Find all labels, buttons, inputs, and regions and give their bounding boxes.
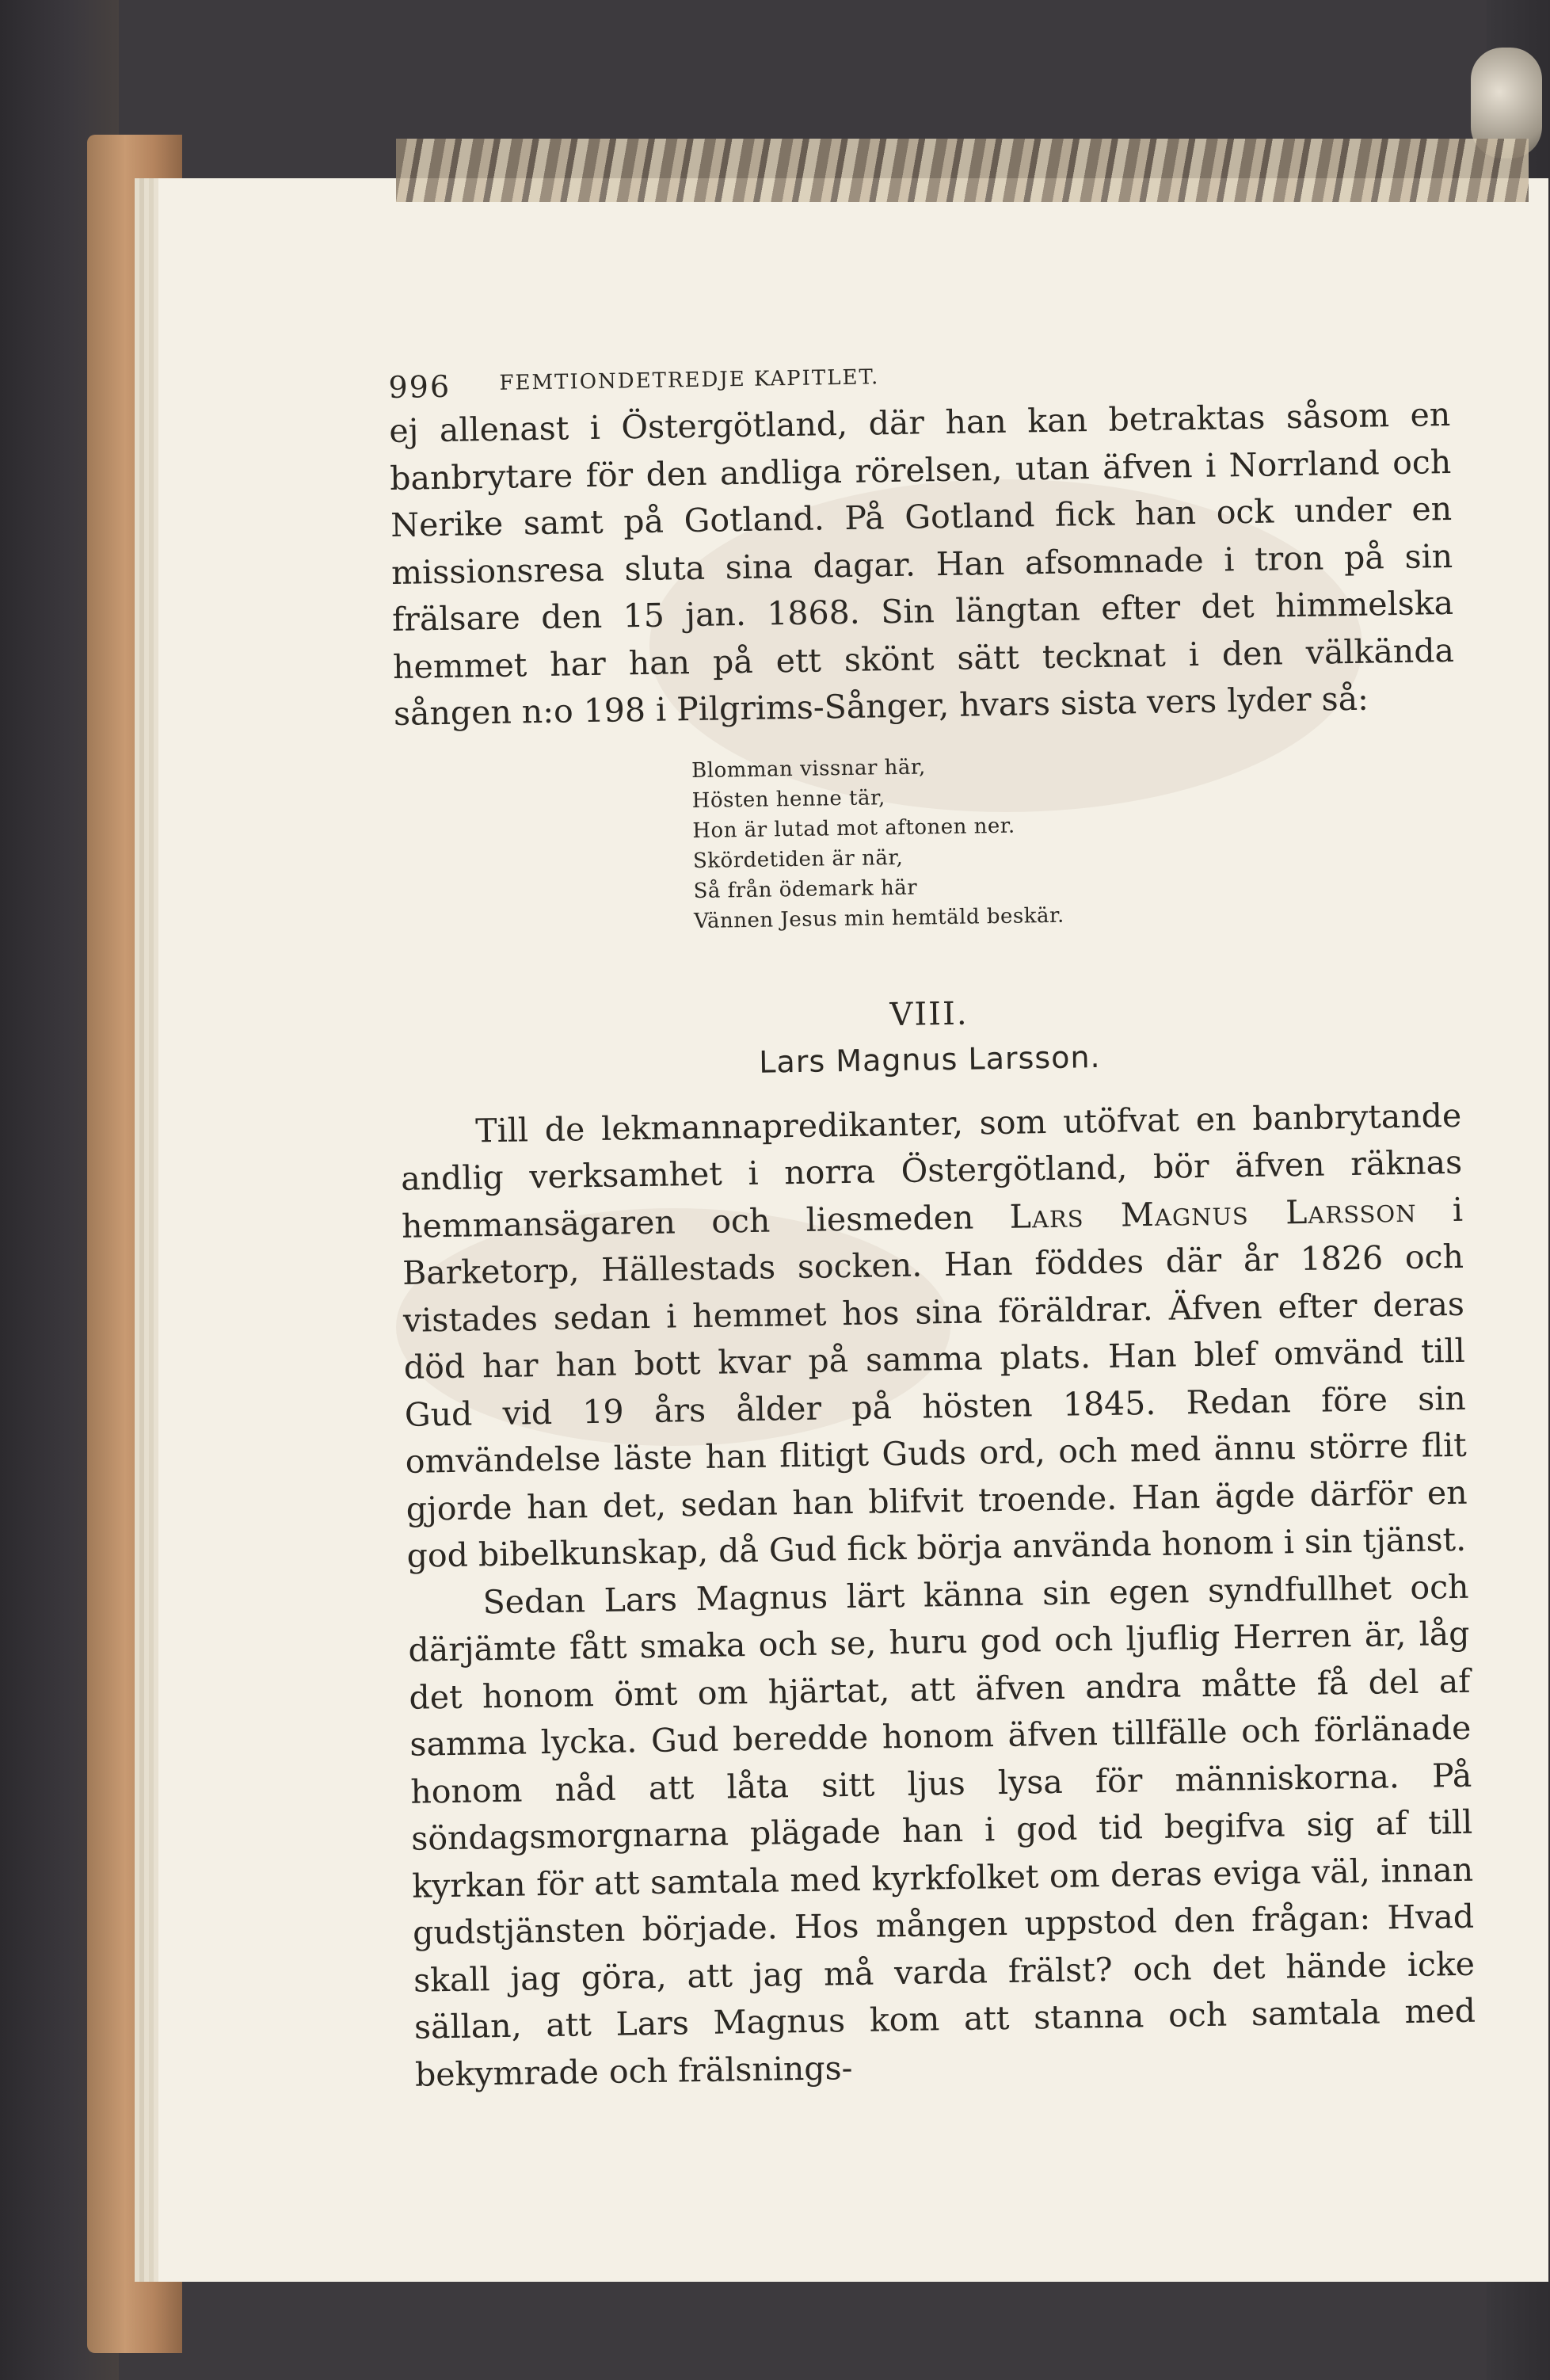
paragraph-lars-magnus-ministry: Sedan Lars Magnus lärt känna sin egen syndfullhet och därjämte fått smaka och se, huru god och ljuflig Herren är, låg det honom ömt om hjärtat, att äfven andra måtte få del af samma lycka. Gud beredde honom äfven tillfälle och förlänade honom nåd att låta sitt ljus lysa för människorna. På söndagsmorgnarna plägade han i god tid begifva sig af till kyrkan för att samtala med kyrkfolket om deras eviga väl, innan gudstjänsten började. Hos mången uppstod den frågan: Hvad skall jag göra, att jag må varda frälst? och det hände icke sällan, att Lars Magnus kom att stanna och samtala med bekymrade och frälsnings- (408, 1567, 1476, 2094)
paragraph-text: Till de lekmannapredikanter, som utöfvat en banbrytande andlig verksamhet i norra Östergötland, bör äfven räknas hemmansägaren och liesmeden (400, 1096, 1463, 1245)
page-number: 996 (388, 368, 451, 405)
poem-verse (691, 743, 1458, 936)
section-title: Lars Magnus Larsson. (758, 1039, 1101, 1080)
poem-line: Skördetiden är när, (692, 845, 904, 873)
poem-line: Så från ödemark här (693, 875, 918, 903)
running-head: FEMTIONDETREDJE KAPITLET. (499, 365, 880, 395)
poem-line: Hösten henne tär, (691, 785, 886, 813)
marbled-endpaper (396, 139, 1529, 202)
paragraph-lars-magnus-intro (400, 1092, 1468, 1580)
page-text-block (388, 344, 1476, 2099)
poem-line: Blomman vissnar här, (691, 754, 926, 783)
person-name: Lars Magnus Larsson (1009, 1191, 1417, 1236)
section-number: VIII. (889, 995, 969, 1033)
poem-line: Hon är lutad mot aftonen ner. (692, 814, 1015, 843)
poem-line: Vännen Jesus min hemtäld beskär. (693, 903, 1065, 933)
intro-paragraph: ej allenast i Östergötland, där han kan betraktas såsom en banbrytare för den andliga rörelsen, utan äfven i Norrland och Nerike samt på Gotland. På Gotland fick han ock under en missionsresa sluta sina dagar. Han afsomnade i tron på sin frälsare den 15 jan. 1868. Sin längtan efter det himmelska hemmet har han på ett skönt sätt tecknat i den välkända sången n:o 198 i Pilgrims-Sånger, hvars sista vers lyder så: (389, 395, 1455, 733)
paragraph-text: i Barketorp, Hällestads socken. Han föddes där år 1826 och vistades sedan i hemmet hos sina föräldrar. Äfven efter deras död har han bott kvar på samma plats. Han blef omvänd till Gud vid 19 års ålder på hösten 1845. Redan före sin omvändelse läste han flitigt Guds ord, och med ännu större flit gjorde han det, sedan han blifvit troende. Han ägde därför en god bibelkunskap, då Gud fick börja använda honom i sin tjänst. (402, 1190, 1468, 1575)
